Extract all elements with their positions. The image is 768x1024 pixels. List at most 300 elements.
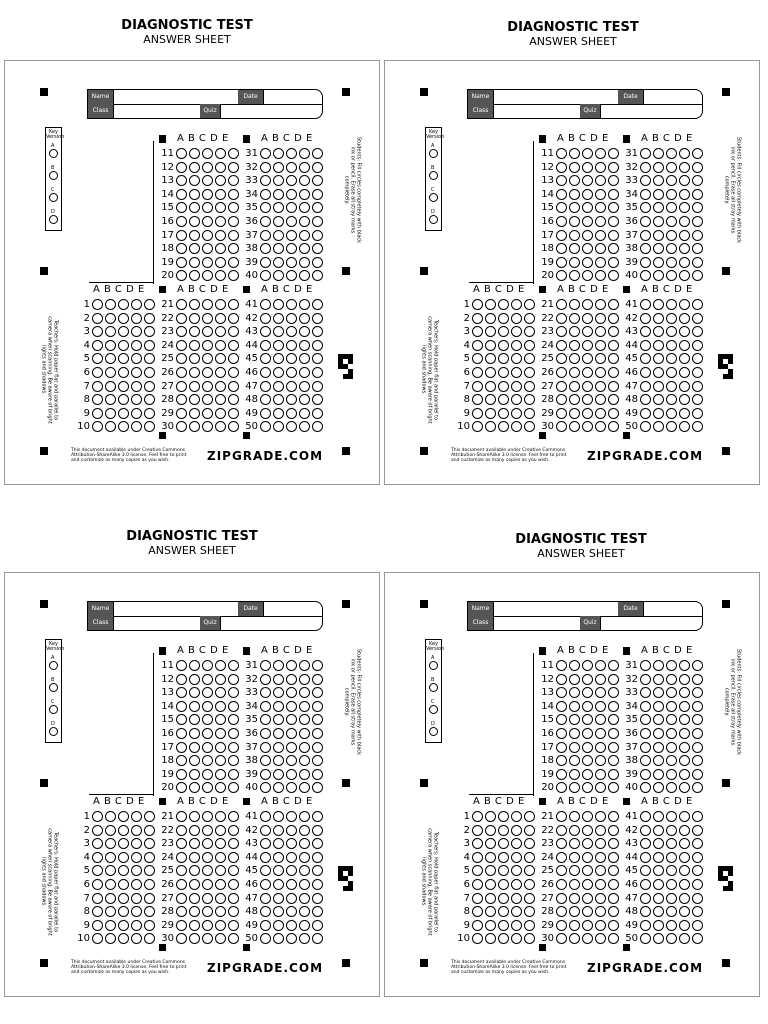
answer-bubble[interactable] [582, 811, 593, 822]
answer-bubble[interactable] [582, 755, 593, 766]
answer-bubble[interactable] [556, 367, 567, 378]
answer-bubble[interactable] [189, 202, 200, 213]
answer-bubble[interactable] [176, 852, 187, 863]
name-field[interactable] [113, 602, 239, 616]
answer-bubble[interactable] [640, 865, 651, 876]
answer-bubble[interactable] [472, 408, 483, 419]
answer-bubble[interactable] [286, 687, 297, 698]
answer-bubble[interactable] [286, 755, 297, 766]
answer-bubble[interactable] [92, 933, 103, 944]
answer-bubble[interactable] [273, 202, 284, 213]
answer-bubble[interactable] [260, 148, 271, 159]
answer-bubble[interactable] [692, 701, 703, 712]
answer-bubble[interactable] [273, 257, 284, 268]
answer-bubble[interactable] [273, 728, 284, 739]
answer-bubble[interactable] [498, 299, 509, 310]
answer-bubble[interactable] [653, 742, 664, 753]
answer-bubble[interactable] [105, 394, 116, 405]
answer-bubble[interactable] [215, 728, 226, 739]
answer-bubble[interactable] [176, 811, 187, 822]
answer-bubble[interactable] [595, 865, 606, 876]
answer-bubble[interactable] [595, 270, 606, 281]
answer-bubble[interactable] [595, 906, 606, 917]
answer-bubble[interactable] [176, 920, 187, 931]
answer-bubble[interactable] [299, 825, 310, 836]
answer-bubble[interactable] [131, 906, 142, 917]
answer-bubble[interactable] [595, 299, 606, 310]
answer-bubble[interactable] [653, 893, 664, 904]
answer-bubble[interactable] [679, 243, 690, 254]
answer-bubble[interactable] [118, 906, 129, 917]
answer-bubble[interactable] [556, 216, 567, 227]
answer-bubble[interactable] [666, 175, 677, 186]
answer-bubble[interactable] [215, 353, 226, 364]
answer-bubble[interactable] [569, 728, 580, 739]
answer-bubble[interactable] [640, 270, 651, 281]
key-version-bubble[interactable] [429, 727, 438, 736]
answer-bubble[interactable] [273, 326, 284, 337]
key-version-bubble[interactable] [429, 215, 438, 224]
answer-bubble[interactable] [679, 728, 690, 739]
answer-bubble[interactable] [202, 782, 213, 793]
key-version-bubble[interactable] [49, 171, 58, 180]
answer-bubble[interactable] [189, 728, 200, 739]
answer-bubble[interactable] [118, 825, 129, 836]
answer-bubble[interactable] [176, 408, 187, 419]
answer-bubble[interactable] [569, 243, 580, 254]
key-version-bubble[interactable] [49, 149, 58, 158]
answer-bubble[interactable] [679, 381, 690, 392]
answer-bubble[interactable] [215, 394, 226, 405]
answer-bubble[interactable] [556, 933, 567, 944]
answer-bubble[interactable] [569, 230, 580, 241]
answer-bubble[interactable] [472, 299, 483, 310]
answer-bubble[interactable] [692, 340, 703, 351]
answer-bubble[interactable] [260, 408, 271, 419]
answer-bubble[interactable] [286, 825, 297, 836]
answer-bubble[interactable] [286, 202, 297, 213]
answer-bubble[interactable] [92, 865, 103, 876]
answer-bubble[interactable] [202, 230, 213, 241]
answer-bubble[interactable] [286, 353, 297, 364]
answer-bubble[interactable] [299, 162, 310, 173]
answer-bubble[interactable] [569, 782, 580, 793]
answer-bubble[interactable] [260, 865, 271, 876]
answer-bubble[interactable] [666, 906, 677, 917]
answer-bubble[interactable] [260, 906, 271, 917]
answer-bubble[interactable] [273, 879, 284, 890]
answer-bubble[interactable] [511, 353, 522, 364]
answer-bubble[interactable] [640, 408, 651, 419]
answer-bubble[interactable] [176, 701, 187, 712]
answer-bubble[interactable] [692, 313, 703, 324]
answer-bubble[interactable] [299, 148, 310, 159]
answer-bubble[interactable] [189, 353, 200, 364]
answer-bubble[interactable] [679, 340, 690, 351]
answer-bubble[interactable] [260, 313, 271, 324]
answer-bubble[interactable] [511, 340, 522, 351]
answer-bubble[interactable] [582, 313, 593, 324]
answer-bubble[interactable] [299, 660, 310, 671]
answer-bubble[interactable] [569, 353, 580, 364]
answer-bubble[interactable] [511, 865, 522, 876]
answer-bubble[interactable] [472, 367, 483, 378]
answer-bubble[interactable] [215, 175, 226, 186]
answer-bubble[interactable] [105, 299, 116, 310]
answer-bubble[interactable] [189, 755, 200, 766]
answer-bubble[interactable] [202, 852, 213, 863]
answer-bubble[interactable] [299, 852, 310, 863]
answer-bubble[interactable] [653, 852, 664, 863]
answer-bubble[interactable] [105, 811, 116, 822]
answer-bubble[interactable] [653, 394, 664, 405]
answer-bubble[interactable] [692, 421, 703, 432]
answer-bubble[interactable] [679, 755, 690, 766]
key-version-bubble[interactable] [429, 171, 438, 180]
answer-bubble[interactable] [299, 326, 310, 337]
answer-bubble[interactable] [485, 313, 496, 324]
answer-bubble[interactable] [118, 838, 129, 849]
answer-bubble[interactable] [176, 769, 187, 780]
answer-bubble[interactable] [653, 367, 664, 378]
answer-bubble[interactable] [485, 906, 496, 917]
answer-bubble[interactable] [666, 381, 677, 392]
answer-bubble[interactable] [286, 879, 297, 890]
answer-bubble[interactable] [640, 714, 651, 725]
answer-bubble[interactable] [679, 742, 690, 753]
answer-bubble[interactable] [692, 381, 703, 392]
answer-bubble[interactable] [189, 367, 200, 378]
answer-bubble[interactable] [260, 728, 271, 739]
answer-bubble[interactable] [273, 782, 284, 793]
answer-bubble[interactable] [692, 162, 703, 173]
answer-bubble[interactable] [582, 728, 593, 739]
answer-bubble[interactable] [556, 920, 567, 931]
answer-bubble[interactable] [692, 838, 703, 849]
answer-bubble[interactable] [582, 162, 593, 173]
answer-bubble[interactable] [582, 353, 593, 364]
answer-bubble[interactable] [666, 216, 677, 227]
answer-bubble[interactable] [640, 674, 651, 685]
answer-bubble[interactable] [666, 367, 677, 378]
answer-bubble[interactable] [215, 906, 226, 917]
answer-bubble[interactable] [118, 933, 129, 944]
answer-bubble[interactable] [498, 865, 509, 876]
answer-bubble[interactable] [666, 270, 677, 281]
answer-bubble[interactable] [215, 701, 226, 712]
answer-bubble[interactable] [582, 326, 593, 337]
answer-bubble[interactable] [273, 394, 284, 405]
answer-bubble[interactable] [92, 838, 103, 849]
answer-bubble[interactable] [118, 326, 129, 337]
answer-bubble[interactable] [595, 674, 606, 685]
answer-bubble[interactable] [215, 852, 226, 863]
answer-bubble[interactable] [286, 326, 297, 337]
answer-bubble[interactable] [569, 202, 580, 213]
answer-bubble[interactable] [260, 189, 271, 200]
answer-bubble[interactable] [692, 148, 703, 159]
answer-bubble[interactable] [692, 906, 703, 917]
answer-bubble[interactable] [653, 769, 664, 780]
key-version-bubble[interactable] [49, 727, 58, 736]
answer-bubble[interactable] [286, 243, 297, 254]
answer-bubble[interactable] [640, 189, 651, 200]
answer-bubble[interactable] [189, 340, 200, 351]
answer-bubble[interactable] [273, 408, 284, 419]
answer-bubble[interactable] [260, 769, 271, 780]
answer-bubble[interactable] [92, 852, 103, 863]
key-version-bubble[interactable] [49, 193, 58, 202]
answer-bubble[interactable] [105, 367, 116, 378]
answer-bubble[interactable] [485, 933, 496, 944]
answer-bubble[interactable] [202, 175, 213, 186]
answer-bubble[interactable] [653, 189, 664, 200]
answer-bubble[interactable] [569, 148, 580, 159]
answer-bubble[interactable] [595, 162, 606, 173]
answer-bubble[interactable] [273, 299, 284, 310]
answer-bubble[interactable] [202, 811, 213, 822]
answer-bubble[interactable] [485, 326, 496, 337]
answer-bubble[interactable] [286, 920, 297, 931]
answer-bubble[interactable] [556, 394, 567, 405]
answer-bubble[interactable] [640, 728, 651, 739]
answer-bubble[interactable] [260, 742, 271, 753]
answer-bubble[interactable] [666, 879, 677, 890]
answer-bubble[interactable] [640, 394, 651, 405]
answer-bubble[interactable] [666, 714, 677, 725]
answer-bubble[interactable] [653, 175, 664, 186]
answer-bubble[interactable] [131, 394, 142, 405]
answer-bubble[interactable] [202, 381, 213, 392]
answer-bubble[interactable] [118, 394, 129, 405]
answer-bubble[interactable] [472, 811, 483, 822]
answer-bubble[interactable] [176, 879, 187, 890]
answer-bubble[interactable] [92, 408, 103, 419]
answer-bubble[interactable] [286, 189, 297, 200]
answer-bubble[interactable] [582, 893, 593, 904]
answer-bubble[interactable] [640, 933, 651, 944]
answer-bubble[interactable] [666, 230, 677, 241]
answer-bubble[interactable] [653, 825, 664, 836]
answer-bubble[interactable] [312, 148, 323, 159]
answer-bubble[interactable] [640, 353, 651, 364]
answer-bubble[interactable] [176, 714, 187, 725]
answer-bubble[interactable] [556, 230, 567, 241]
answer-bubble[interactable] [569, 906, 580, 917]
answer-bubble[interactable] [556, 701, 567, 712]
answer-bubble[interactable] [92, 326, 103, 337]
answer-bubble[interactable] [569, 189, 580, 200]
answer-bubble[interactable] [679, 421, 690, 432]
answer-bubble[interactable] [131, 421, 142, 432]
answer-bubble[interactable] [260, 175, 271, 186]
answer-bubble[interactable] [92, 920, 103, 931]
answer-bubble[interactable] [260, 270, 271, 281]
answer-bubble[interactable] [260, 257, 271, 268]
answer-bubble[interactable] [176, 202, 187, 213]
answer-bubble[interactable] [511, 326, 522, 337]
answer-bubble[interactable] [202, 674, 213, 685]
quiz-field[interactable] [600, 616, 701, 630]
answer-bubble[interactable] [472, 421, 483, 432]
answer-bubble[interactable] [260, 394, 271, 405]
answer-bubble[interactable] [131, 893, 142, 904]
answer-bubble[interactable] [131, 313, 142, 324]
answer-bubble[interactable] [176, 162, 187, 173]
answer-bubble[interactable] [105, 879, 116, 890]
answer-bubble[interactable] [679, 175, 690, 186]
answer-bubble[interactable] [118, 893, 129, 904]
answer-bubble[interactable] [582, 838, 593, 849]
answer-bubble[interactable] [692, 243, 703, 254]
answer-bubble[interactable] [299, 893, 310, 904]
answer-bubble[interactable] [498, 879, 509, 890]
answer-bubble[interactable] [556, 202, 567, 213]
answer-bubble[interactable] [92, 893, 103, 904]
answer-bubble[interactable] [202, 701, 213, 712]
key-version-bubble[interactable] [429, 705, 438, 714]
answer-bubble[interactable] [105, 353, 116, 364]
answer-bubble[interactable] [582, 270, 593, 281]
answer-bubble[interactable] [679, 216, 690, 227]
answer-bubble[interactable] [582, 865, 593, 876]
answer-bubble[interactable] [679, 394, 690, 405]
answer-bubble[interactable] [286, 381, 297, 392]
answer-bubble[interactable] [640, 175, 651, 186]
answer-bubble[interactable] [692, 394, 703, 405]
answer-bubble[interactable] [92, 825, 103, 836]
answer-bubble[interactable] [666, 340, 677, 351]
answer-bubble[interactable] [595, 893, 606, 904]
answer-bubble[interactable] [666, 933, 677, 944]
answer-bubble[interactable] [105, 933, 116, 944]
answer-bubble[interactable] [189, 769, 200, 780]
answer-bubble[interactable] [118, 408, 129, 419]
answer-bubble[interactable] [556, 906, 567, 917]
answer-bubble[interactable] [582, 825, 593, 836]
answer-bubble[interactable] [666, 257, 677, 268]
answer-bubble[interactable] [260, 782, 271, 793]
answer-bubble[interactable] [498, 421, 509, 432]
answer-bubble[interactable] [569, 674, 580, 685]
answer-bubble[interactable] [511, 299, 522, 310]
answer-bubble[interactable] [105, 825, 116, 836]
answer-bubble[interactable] [105, 838, 116, 849]
answer-bubble[interactable] [131, 825, 142, 836]
answer-bubble[interactable] [472, 313, 483, 324]
answer-bubble[interactable] [485, 394, 496, 405]
answer-bubble[interactable] [653, 202, 664, 213]
answer-bubble[interactable] [92, 313, 103, 324]
answer-bubble[interactable] [653, 340, 664, 351]
answer-bubble[interactable] [511, 367, 522, 378]
answer-bubble[interactable] [556, 421, 567, 432]
answer-bubble[interactable] [640, 340, 651, 351]
answer-bubble[interactable] [92, 906, 103, 917]
answer-bubble[interactable] [595, 933, 606, 944]
answer-bubble[interactable] [666, 811, 677, 822]
answer-bubble[interactable] [189, 742, 200, 753]
answer-bubble[interactable] [260, 353, 271, 364]
answer-bubble[interactable] [653, 811, 664, 822]
answer-bubble[interactable] [286, 674, 297, 685]
answer-bubble[interactable] [286, 340, 297, 351]
answer-bubble[interactable] [260, 243, 271, 254]
answer-bubble[interactable] [472, 394, 483, 405]
answer-bubble[interactable] [260, 202, 271, 213]
answer-bubble[interactable] [556, 299, 567, 310]
answer-bubble[interactable] [666, 243, 677, 254]
answer-bubble[interactable] [653, 879, 664, 890]
answer-bubble[interactable] [260, 660, 271, 671]
answer-bubble[interactable] [215, 782, 226, 793]
answer-bubble[interactable] [176, 906, 187, 917]
answer-bubble[interactable] [312, 381, 323, 392]
answer-bubble[interactable] [273, 216, 284, 227]
answer-bubble[interactable] [312, 865, 323, 876]
answer-bubble[interactable] [472, 838, 483, 849]
answer-bubble[interactable] [176, 367, 187, 378]
answer-bubble[interactable] [131, 299, 142, 310]
answer-bubble[interactable] [692, 299, 703, 310]
answer-bubble[interactable] [595, 408, 606, 419]
answer-bubble[interactable] [679, 367, 690, 378]
answer-bubble[interactable] [556, 660, 567, 671]
answer-bubble[interactable] [692, 879, 703, 890]
answer-bubble[interactable] [202, 879, 213, 890]
answer-bubble[interactable] [582, 148, 593, 159]
answer-bubble[interactable] [189, 825, 200, 836]
answer-bubble[interactable] [299, 202, 310, 213]
answer-bubble[interactable] [666, 353, 677, 364]
answer-bubble[interactable] [215, 865, 226, 876]
answer-bubble[interactable] [286, 313, 297, 324]
answer-bubble[interactable] [286, 838, 297, 849]
answer-bubble[interactable] [666, 920, 677, 931]
answer-bubble[interactable] [472, 893, 483, 904]
answer-bubble[interactable] [286, 865, 297, 876]
answer-bubble[interactable] [692, 728, 703, 739]
answer-bubble[interactable] [118, 852, 129, 863]
answer-bubble[interactable] [273, 353, 284, 364]
answer-bubble[interactable] [92, 353, 103, 364]
answer-bubble[interactable] [472, 326, 483, 337]
answer-bubble[interactable] [653, 381, 664, 392]
answer-bubble[interactable] [286, 701, 297, 712]
answer-bubble[interactable] [679, 230, 690, 241]
answer-bubble[interactable] [556, 257, 567, 268]
answer-bubble[interactable] [511, 920, 522, 931]
answer-bubble[interactable] [511, 879, 522, 890]
answer-bubble[interactable] [131, 381, 142, 392]
answer-bubble[interactable] [189, 148, 200, 159]
answer-bubble[interactable] [692, 353, 703, 364]
answer-bubble[interactable] [640, 202, 651, 213]
answer-bubble[interactable] [472, 852, 483, 863]
answer-bubble[interactable] [498, 893, 509, 904]
answer-bubble[interactable] [312, 687, 323, 698]
answer-bubble[interactable] [189, 660, 200, 671]
answer-bubble[interactable] [299, 313, 310, 324]
answer-bubble[interactable] [692, 811, 703, 822]
answer-bubble[interactable] [286, 270, 297, 281]
answer-bubble[interactable] [215, 340, 226, 351]
answer-bubble[interactable] [92, 421, 103, 432]
answer-bubble[interactable] [582, 852, 593, 863]
answer-bubble[interactable] [556, 162, 567, 173]
answer-bubble[interactable] [472, 865, 483, 876]
answer-bubble[interactable] [640, 825, 651, 836]
